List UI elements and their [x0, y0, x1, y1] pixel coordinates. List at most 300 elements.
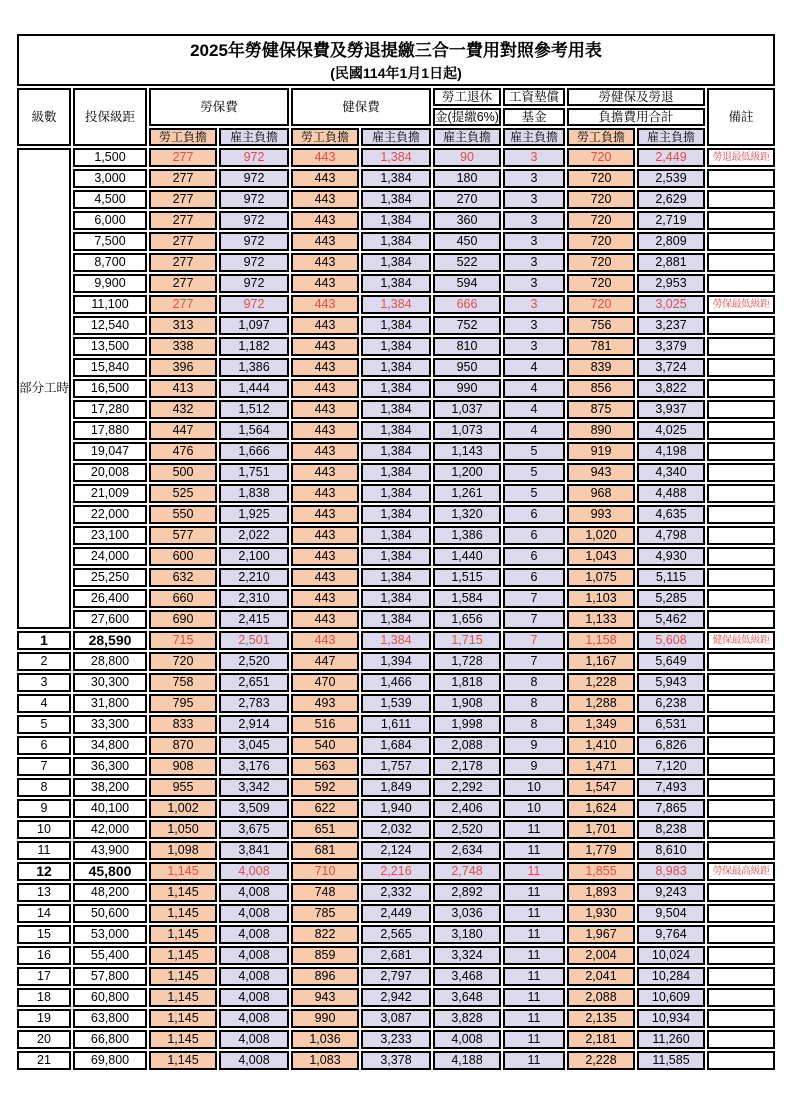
- cell-labor-employer: 1,751: [219, 463, 289, 482]
- cell-level: 14: [17, 904, 71, 923]
- cell-wage-fund-employer: 8: [503, 694, 565, 713]
- cell-total-employer: 5,462: [637, 610, 705, 629]
- cell-wage-fund-employer: 5: [503, 442, 565, 461]
- cell-total-employer: 4,798: [637, 526, 705, 545]
- cell-salary: 1,500: [73, 148, 147, 167]
- table-row: [17, 400, 775, 419]
- cell-salary: 66,800: [73, 1030, 147, 1049]
- table-row: [17, 358, 775, 377]
- cell-health-employee: 859: [291, 946, 359, 965]
- cell-pension-employer: 1,073: [433, 421, 501, 440]
- cell-total-employer: 7,493: [637, 778, 705, 797]
- cell-wage-fund-employer: 11: [503, 946, 565, 965]
- cell-total-employee: 720: [567, 211, 635, 230]
- cell-health-employee: 443: [291, 232, 359, 251]
- cell-wage-fund-employer: 3: [503, 295, 565, 314]
- cell-wage-fund-employer: 11: [503, 904, 565, 923]
- cell-pension-employer: 1,515: [433, 568, 501, 587]
- cell-total-employer: 2,809: [637, 232, 705, 251]
- cell-pension-employer: 1,728: [433, 652, 501, 671]
- cell-note: [707, 883, 775, 902]
- cell-health-employee: 443: [291, 190, 359, 209]
- cell-health-employee: 748: [291, 883, 359, 902]
- cell-labor-employee: 447: [149, 421, 217, 440]
- cell-health-employer: 2,942: [361, 988, 431, 1007]
- cell-health-employer: 1,384: [361, 400, 431, 419]
- cell-level: 8: [17, 778, 71, 797]
- cell-total-employer: 8,238: [637, 820, 705, 839]
- cell-total-employer: 4,930: [637, 547, 705, 566]
- cell-total-employee: 919: [567, 442, 635, 461]
- cell-total-employer: 2,881: [637, 253, 705, 272]
- cell-labor-employer: 3,509: [219, 799, 289, 818]
- cell-health-employer: 1,384: [361, 463, 431, 482]
- cell-pension-employer: 2,178: [433, 757, 501, 776]
- cell-total-employer: 4,488: [637, 484, 705, 503]
- cell-health-employee: 447: [291, 652, 359, 671]
- cell-pension-employer: 1,818: [433, 673, 501, 692]
- cell-note: [707, 778, 775, 797]
- cell-health-employer: 1,384: [361, 169, 431, 188]
- cell-wage-fund-employer: 11: [503, 862, 565, 881]
- cell-labor-employee: 758: [149, 673, 217, 692]
- cell-health-employee: 443: [291, 169, 359, 188]
- table-row: [17, 589, 775, 608]
- cell-health-employee: 563: [291, 757, 359, 776]
- cell-health-employer: 2,565: [361, 925, 431, 944]
- cell-salary: 26,400: [73, 589, 147, 608]
- cell-wage-fund-employer: 6: [503, 526, 565, 545]
- cell-note: 勞保最高級距: [707, 862, 775, 881]
- cell-salary: 25,250: [73, 568, 147, 587]
- cell-pension-employer: 810: [433, 337, 501, 356]
- table-row: [17, 463, 775, 482]
- cell-total-employee: 1,855: [567, 862, 635, 881]
- cell-health-employer: 1,384: [361, 253, 431, 272]
- table-row: [17, 1051, 775, 1070]
- cell-pension-employer: 360: [433, 211, 501, 230]
- cell-health-employer: 1,757: [361, 757, 431, 776]
- table-row: [17, 1030, 775, 1049]
- table-row: [17, 631, 775, 650]
- cell-total-employer: 3,237: [637, 316, 705, 335]
- cell-note: [707, 526, 775, 545]
- col-header-pension-line1: 勞工退休: [433, 88, 501, 106]
- cell-note: [707, 820, 775, 839]
- cell-salary: 11,100: [73, 295, 147, 314]
- cell-total-employee: 2,004: [567, 946, 635, 965]
- cell-total-employee: 1,547: [567, 778, 635, 797]
- cell-health-employer: 2,797: [361, 967, 431, 986]
- cell-health-employee: 710: [291, 862, 359, 881]
- cell-labor-employee: 1,145: [149, 1009, 217, 1028]
- cell-note: [707, 169, 775, 188]
- subheader-wage-fund-employer: 雇主負擔: [503, 128, 565, 146]
- subheader-health-employer: 雇主負擔: [361, 128, 431, 146]
- cell-wage-fund-employer: 3: [503, 274, 565, 293]
- cell-total-employer: 6,238: [637, 694, 705, 713]
- cell-health-employee: 681: [291, 841, 359, 860]
- cell-labor-employer: 2,022: [219, 526, 289, 545]
- cell-health-employer: 1,466: [361, 673, 431, 692]
- cell-health-employer: 1,384: [361, 526, 431, 545]
- cell-labor-employer: 2,651: [219, 673, 289, 692]
- cell-pension-employer: 3,036: [433, 904, 501, 923]
- cell-total-employee: 1,103: [567, 589, 635, 608]
- cell-health-employee: 1,083: [291, 1051, 359, 1070]
- cell-wage-fund-employer: 7: [503, 631, 565, 650]
- cell-level: 19: [17, 1009, 71, 1028]
- cell-wage-fund-employer: 7: [503, 610, 565, 629]
- cell-total-employer: 5,285: [637, 589, 705, 608]
- cell-salary: 16,500: [73, 379, 147, 398]
- cell-salary: 21,009: [73, 484, 147, 503]
- cell-health-employee: 540: [291, 736, 359, 755]
- cell-note: [707, 925, 775, 944]
- cell-health-employer: 1,384: [361, 148, 431, 167]
- cell-labor-employer: 1,444: [219, 379, 289, 398]
- cell-health-employer: 1,384: [361, 379, 431, 398]
- cell-total-employer: 6,826: [637, 736, 705, 755]
- cell-salary: 6,000: [73, 211, 147, 230]
- cell-health-employer: 1,384: [361, 421, 431, 440]
- cell-labor-employee: 1,145: [149, 904, 217, 923]
- cell-total-employer: 10,024: [637, 946, 705, 965]
- cell-labor-employee: 1,098: [149, 841, 217, 860]
- cell-total-employer: 10,934: [637, 1009, 705, 1028]
- cell-note: [707, 253, 775, 272]
- cell-wage-fund-employer: 7: [503, 652, 565, 671]
- cell-health-employee: 443: [291, 211, 359, 230]
- cell-pension-employer: 950: [433, 358, 501, 377]
- cell-pension-employer: 1,037: [433, 400, 501, 419]
- table-row: [17, 190, 775, 209]
- cell-health-employee: 622: [291, 799, 359, 818]
- cell-salary: 31,800: [73, 694, 147, 713]
- cell-wage-fund-employer: 3: [503, 148, 565, 167]
- cell-level: 11: [17, 841, 71, 860]
- cell-pension-employer: 180: [433, 169, 501, 188]
- table-row: [17, 484, 775, 503]
- cell-total-employer: 8,610: [637, 841, 705, 860]
- cell-health-employer: 2,681: [361, 946, 431, 965]
- cell-labor-employee: 313: [149, 316, 217, 335]
- cell-salary: 28,800: [73, 652, 147, 671]
- cell-health-employer: 1,394: [361, 652, 431, 671]
- cell-note: [707, 589, 775, 608]
- col-header-wage-fund-line1: 工資墊償: [503, 88, 565, 106]
- cell-labor-employer: 3,342: [219, 778, 289, 797]
- cell-salary: 28,590: [73, 631, 147, 650]
- cell-labor-employee: 277: [149, 295, 217, 314]
- cell-total-employee: 856: [567, 379, 635, 398]
- cell-health-employee: 443: [291, 421, 359, 440]
- cell-salary: 15,840: [73, 358, 147, 377]
- table-row: [17, 421, 775, 440]
- cell-total-employee: 720: [567, 274, 635, 293]
- cell-labor-employer: 2,520: [219, 652, 289, 671]
- table-row: [17, 547, 775, 566]
- cell-health-employee: 443: [291, 253, 359, 272]
- cell-salary: 22,000: [73, 505, 147, 524]
- table-row: [17, 295, 775, 314]
- cell-labor-employee: 476: [149, 442, 217, 461]
- cell-labor-employee: 413: [149, 379, 217, 398]
- table-body: [17, 148, 775, 1070]
- cell-labor-employer: 4,008: [219, 1030, 289, 1049]
- cell-labor-employee: 277: [149, 253, 217, 272]
- cell-total-employee: 1,779: [567, 841, 635, 860]
- cell-total-employee: 720: [567, 253, 635, 272]
- table-row: [17, 1009, 775, 1028]
- cell-total-employer: 5,115: [637, 568, 705, 587]
- cell-labor-employer: 2,210: [219, 568, 289, 587]
- cell-health-employee: 896: [291, 967, 359, 986]
- cell-wage-fund-employer: 11: [503, 1009, 565, 1028]
- cell-pension-employer: 1,908: [433, 694, 501, 713]
- cell-level-part-time: 部分工時: [17, 148, 71, 629]
- cell-health-employee: 443: [291, 505, 359, 524]
- cell-health-employer: 1,539: [361, 694, 431, 713]
- cell-total-employee: 1,167: [567, 652, 635, 671]
- cell-wage-fund-employer: 3: [503, 316, 565, 335]
- cell-wage-fund-employer: 9: [503, 736, 565, 755]
- cell-note: 勞退最低級距: [707, 148, 775, 167]
- cell-pension-employer: 1,143: [433, 442, 501, 461]
- cell-note: [707, 988, 775, 1007]
- cell-labor-employee: 1,145: [149, 946, 217, 965]
- cell-note: [707, 1009, 775, 1028]
- cell-total-employee: 781: [567, 337, 635, 356]
- cell-level: 5: [17, 715, 71, 734]
- cell-labor-employee: 1,145: [149, 1051, 217, 1070]
- col-header-note: 備註: [707, 88, 775, 146]
- cell-labor-employee: 277: [149, 232, 217, 251]
- cell-health-employer: 2,332: [361, 883, 431, 902]
- table-row: [17, 967, 775, 986]
- cell-wage-fund-employer: 9: [503, 757, 565, 776]
- col-header-health-fee: 健保費: [291, 88, 431, 126]
- cell-labor-employer: 1,564: [219, 421, 289, 440]
- cell-health-employee: 443: [291, 568, 359, 587]
- cell-health-employer: 1,384: [361, 211, 431, 230]
- cell-health-employer: 2,032: [361, 820, 431, 839]
- cell-labor-employee: 1,145: [149, 925, 217, 944]
- cell-note: [707, 1051, 775, 1070]
- cell-health-employee: 443: [291, 631, 359, 650]
- cell-labor-employee: 500: [149, 463, 217, 482]
- cell-labor-employee: 277: [149, 211, 217, 230]
- cell-total-employee: 993: [567, 505, 635, 524]
- cell-salary: 42,000: [73, 820, 147, 839]
- cell-labor-employee: 277: [149, 190, 217, 209]
- cell-salary: 53,000: [73, 925, 147, 944]
- cell-health-employee: 822: [291, 925, 359, 944]
- cell-health-employee: 443: [291, 484, 359, 503]
- cell-wage-fund-employer: 4: [503, 358, 565, 377]
- cell-pension-employer: 4,008: [433, 1030, 501, 1049]
- table-row: [17, 946, 775, 965]
- cell-wage-fund-employer: 3: [503, 337, 565, 356]
- cell-total-employee: 1,701: [567, 820, 635, 839]
- cell-total-employer: 10,284: [637, 967, 705, 986]
- cell-note: 勞保最低級距: [707, 295, 775, 314]
- cell-health-employer: 2,124: [361, 841, 431, 860]
- cell-total-employee: 2,181: [567, 1030, 635, 1049]
- cell-labor-employer: 4,008: [219, 988, 289, 1007]
- cell-level: 21: [17, 1051, 71, 1070]
- subheader-total-employee: 勞工負擔: [567, 128, 635, 146]
- cell-salary: 17,280: [73, 400, 147, 419]
- table-row: [17, 274, 775, 293]
- cell-salary: 3,000: [73, 169, 147, 188]
- cell-note: [707, 274, 775, 293]
- cell-total-employer: 2,449: [637, 148, 705, 167]
- cell-note: [707, 694, 775, 713]
- cell-wage-fund-employer: 11: [503, 925, 565, 944]
- cell-total-employer: 2,629: [637, 190, 705, 209]
- cell-total-employer: 3,025: [637, 295, 705, 314]
- cell-note: [707, 484, 775, 503]
- header-row-1: [17, 88, 775, 106]
- table-row: [17, 799, 775, 818]
- cell-salary: 48,200: [73, 883, 147, 902]
- cell-pension-employer: 90: [433, 148, 501, 167]
- table-row: [17, 337, 775, 356]
- cell-labor-employee: 525: [149, 484, 217, 503]
- page-subtitle: (民國114年1月1日起): [330, 64, 462, 81]
- cell-health-employer: 1,384: [361, 631, 431, 650]
- cell-total-employee: 2,228: [567, 1051, 635, 1070]
- premium-reference-sheet: [15, 32, 777, 1072]
- cell-total-employee: 890: [567, 421, 635, 440]
- cell-wage-fund-employer: 5: [503, 484, 565, 503]
- cell-pension-employer: 2,892: [433, 883, 501, 902]
- cell-salary: 43,900: [73, 841, 147, 860]
- cell-total-employer: 10,609: [637, 988, 705, 1007]
- cell-health-employer: 3,087: [361, 1009, 431, 1028]
- cell-salary: 13,500: [73, 337, 147, 356]
- cell-labor-employee: 715: [149, 631, 217, 650]
- col-header-level: 級數: [17, 88, 71, 146]
- cell-labor-employee: 690: [149, 610, 217, 629]
- cell-note: [707, 841, 775, 860]
- cell-labor-employer: 1,666: [219, 442, 289, 461]
- table-row: [17, 169, 775, 188]
- cell-pension-employer: 1,584: [433, 589, 501, 608]
- cell-wage-fund-employer: 7: [503, 589, 565, 608]
- cell-level: 4: [17, 694, 71, 713]
- cell-total-employer: 11,260: [637, 1030, 705, 1049]
- col-header-total-line2: 負擔費用合計: [567, 108, 705, 126]
- cell-pension-employer: 3,468: [433, 967, 501, 986]
- cell-labor-employer: 972: [219, 232, 289, 251]
- cell-health-employer: 1,611: [361, 715, 431, 734]
- cell-health-employee: 493: [291, 694, 359, 713]
- cell-labor-employer: 2,914: [219, 715, 289, 734]
- cell-health-employee: 785: [291, 904, 359, 923]
- cell-labor-employer: 1,386: [219, 358, 289, 377]
- cell-labor-employer: 4,008: [219, 946, 289, 965]
- cell-labor-employee: 632: [149, 568, 217, 587]
- cell-labor-employer: 972: [219, 295, 289, 314]
- cell-salary: 63,800: [73, 1009, 147, 1028]
- cell-total-employee: 2,088: [567, 988, 635, 1007]
- cell-wage-fund-employer: 4: [503, 400, 565, 419]
- cell-health-employer: 1,384: [361, 274, 431, 293]
- cell-pension-employer: 1,200: [433, 463, 501, 482]
- cell-total-employee: 1,158: [567, 631, 635, 650]
- table-row: [17, 505, 775, 524]
- cell-wage-fund-employer: 11: [503, 988, 565, 1007]
- cell-health-employee: 443: [291, 610, 359, 629]
- cell-total-employer: 3,822: [637, 379, 705, 398]
- cell-labor-employee: 1,145: [149, 1030, 217, 1049]
- cell-labor-employee: 1,145: [149, 988, 217, 1007]
- table-row: [17, 778, 775, 797]
- table-row: [17, 316, 775, 335]
- cell-wage-fund-employer: 11: [503, 1030, 565, 1049]
- subheader-labor-employee: 勞工負擔: [149, 128, 217, 146]
- cell-pension-employer: 1,440: [433, 547, 501, 566]
- cell-total-employer: 7,120: [637, 757, 705, 776]
- table-row: [17, 715, 775, 734]
- cell-health-employer: 1,384: [361, 610, 431, 629]
- cell-salary: 19,047: [73, 442, 147, 461]
- cell-pension-employer: 990: [433, 379, 501, 398]
- table-row: [17, 988, 775, 1007]
- cell-total-employee: 1,228: [567, 673, 635, 692]
- cell-total-employer: 4,340: [637, 463, 705, 482]
- cell-salary: 7,500: [73, 232, 147, 251]
- cell-pension-employer: 522: [433, 253, 501, 272]
- cell-wage-fund-employer: 4: [503, 379, 565, 398]
- table-row: [17, 694, 775, 713]
- cell-health-employee: 516: [291, 715, 359, 734]
- cell-labor-employer: 972: [219, 148, 289, 167]
- cell-health-employee: 443: [291, 547, 359, 566]
- cell-salary: 34,800: [73, 736, 147, 755]
- cell-health-employer: 1,849: [361, 778, 431, 797]
- cell-health-employee: 443: [291, 379, 359, 398]
- table-row: [17, 442, 775, 461]
- subheader-total-employer: 雇主負擔: [637, 128, 705, 146]
- cell-note: [707, 652, 775, 671]
- cell-total-employee: 968: [567, 484, 635, 503]
- cell-labor-employer: 3,045: [219, 736, 289, 755]
- cell-pension-employer: 2,634: [433, 841, 501, 860]
- cell-wage-fund-employer: 11: [503, 841, 565, 860]
- cell-salary: 24,000: [73, 547, 147, 566]
- cell-labor-employee: 432: [149, 400, 217, 419]
- cell-note: [707, 946, 775, 965]
- cell-health-employee: 443: [291, 358, 359, 377]
- cell-level: 15: [17, 925, 71, 944]
- subheader-pension-employer: 雇主負擔: [433, 128, 501, 146]
- cell-total-employee: 1,624: [567, 799, 635, 818]
- cell-salary: 12,540: [73, 316, 147, 335]
- cell-pension-employer: 2,088: [433, 736, 501, 755]
- col-header-total-line1: 勞健保及勞退: [567, 88, 705, 106]
- cell-total-employer: 3,937: [637, 400, 705, 419]
- cell-total-employer: 2,539: [637, 169, 705, 188]
- cell-pension-employer: 1,261: [433, 484, 501, 503]
- cell-note: [707, 568, 775, 587]
- cell-total-employer: 9,243: [637, 883, 705, 902]
- cell-salary: 45,800: [73, 862, 147, 881]
- cell-health-employer: 3,233: [361, 1030, 431, 1049]
- cell-health-employee: 443: [291, 442, 359, 461]
